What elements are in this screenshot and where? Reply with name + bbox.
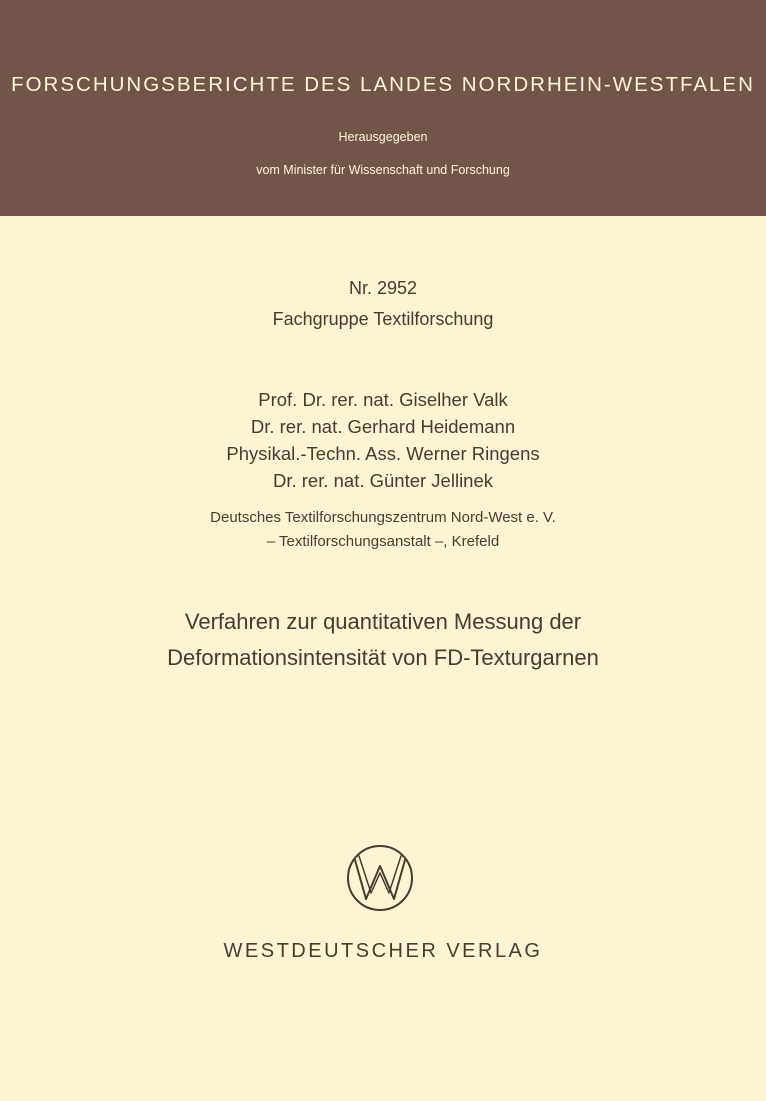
author: Physikal.-Techn. Ass. Werner Ringens [226, 443, 540, 464]
series-title: FORSCHUNGSBERICHTE DES LANDES NORDRHEIN-WESTFALEN [11, 73, 755, 96]
publisher-name: WESTDEUTSCHER VERLAG [223, 940, 543, 962]
report-number: Nr. 2952 [348, 278, 418, 298]
author: Prof. Dr. rer. nat. Giselher Valk [258, 389, 508, 410]
ww-circle-logo-icon [345, 843, 415, 913]
author: Dr. rer. nat. Günter Jellinek [272, 470, 494, 491]
book-title-line-1: Verfahren zur quantitativen Messung der [184, 609, 582, 634]
report-group: Fachgruppe Textilforschung [272, 309, 494, 329]
editor-line-1: Herausgegeben [338, 130, 428, 144]
institution-line-2: – Textilforschungsanstalt –, Krefeld [266, 533, 500, 550]
book-title-line-2: Deformationsintensität von FD-Texturgarnen [167, 645, 599, 670]
author: Dr. rer. nat. Gerhard Heidemann [250, 416, 516, 437]
header-band [0, 0, 766, 216]
editor-line-2: vom Minister für Wissenschaft und Forschung [256, 163, 510, 177]
institution-line-1: Deutsches Textilforschungszentrum Nord-West e. V. [210, 509, 556, 526]
